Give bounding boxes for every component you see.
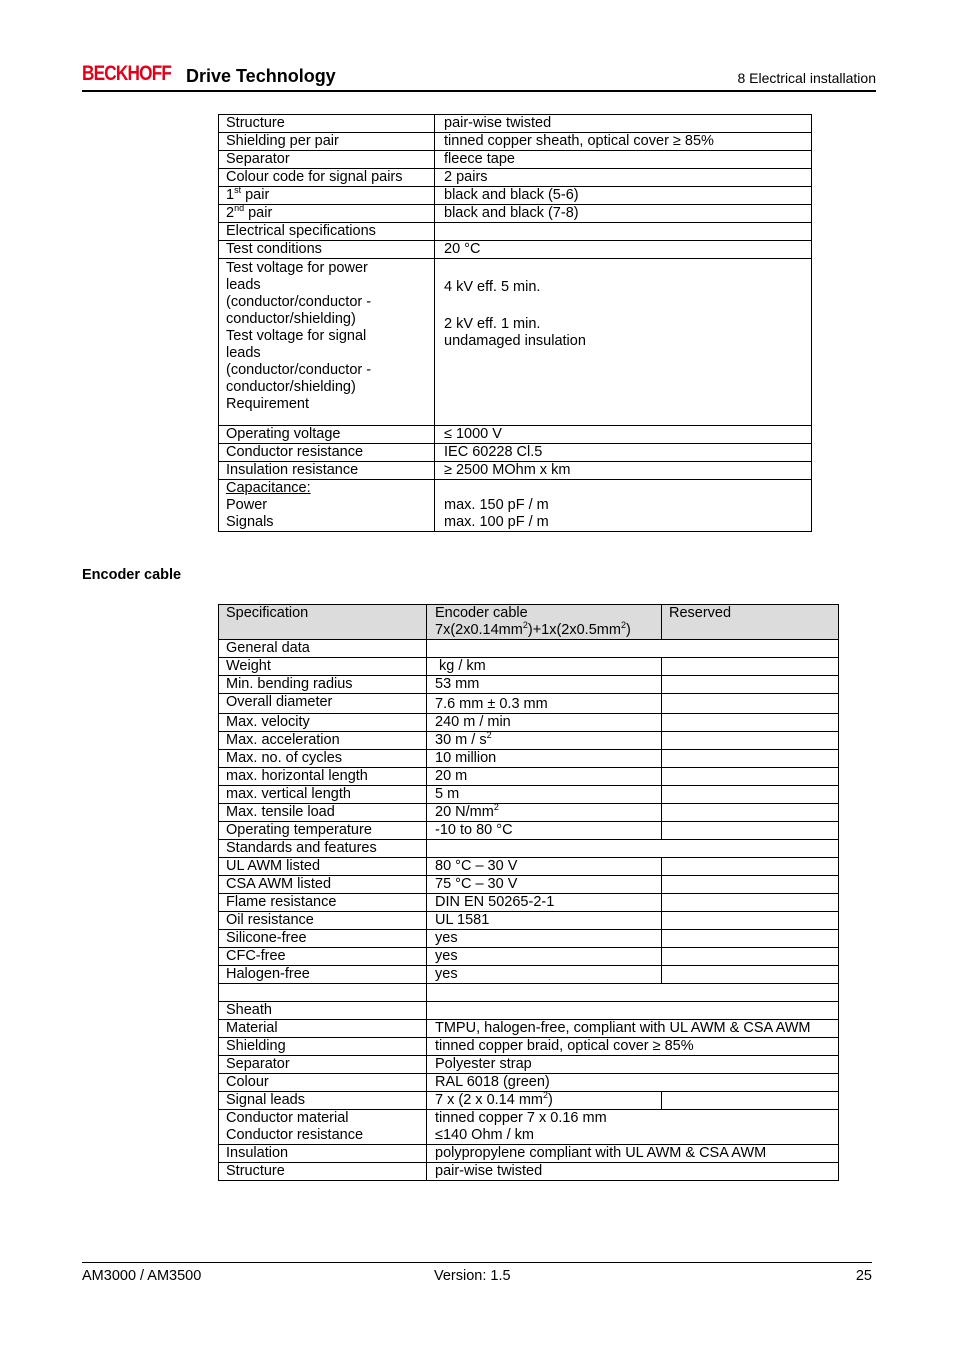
encoder-cable-table (218, 604, 839, 1181)
table-row: max. horizontal length 20 m (219, 768, 839, 786)
footer-version: Version: 1.5 (434, 1268, 511, 1284)
table-row: Max. acceleration 30 m / $s^2$ (219, 732, 839, 750)
table-header-row: Specification Encoder cable $7x(2x0.14mm^2)+1x(2x0.5mm^2)$ Reserved (219, 605, 839, 640)
table-row: Max. velocity 240 m / min (219, 714, 839, 732)
table-row: Max. no. of cycles 10 million (219, 750, 839, 768)
table-row: 2nd pair black and black (7-8) (219, 205, 812, 223)
table-row: Colour RAL 6018 (green) (219, 1074, 839, 1092)
page-number: 25 (855, 1268, 872, 1284)
table-row: Signal leads 7 x (2 x 0.14 $mm^2$) (219, 1092, 839, 1110)
table-row: Separator fleece tape (219, 151, 812, 169)
table-row: Conductor resistance IEC 60228 Cl.5 (219, 444, 812, 462)
table-row: 1st pair black and black (5-6) (219, 187, 812, 205)
table-row: UL AWM listed 80 °C – 30 V (219, 858, 839, 876)
table-row: Structure pair-wise twisted (219, 115, 812, 133)
cable-spec-table (218, 114, 812, 532)
brand-subtitle: Drive Technology (186, 66, 336, 86)
table-row: Silicone-free yes (219, 930, 839, 948)
section-title: Encoder cable (82, 567, 182, 583)
table-row-empty (219, 984, 839, 1002)
beckhoff-logo: BECKHOFF (82, 62, 172, 85)
table-row: Colour code for signal pairs 2 pairs (219, 169, 812, 187)
chapter-title: 8 Electrical installation (737, 70, 876, 86)
table-row-test-voltage: Test voltage for power leads (conductor/conductor - conductor/shielding) Test voltage for signal leads (conductor/conductor - conductor/shielding) Requirement 4 kV eff. 5 min. 2 kV eff. 1 min. undamaged insulation (219, 259, 812, 426)
table-row: Oil resistance UL 1581 (219, 912, 839, 930)
table-row: CFC-free yes (219, 948, 839, 966)
table-row: Electrical specifications (219, 223, 812, 241)
table-row: Max. tensile load 20 $N/mm^2$ (219, 804, 839, 822)
table-row: CSA AWM listed 75 °C – 30 V (219, 876, 839, 894)
table-row: Material TMPU, halogen-free, compliant with UL AWM & CSA AWM (219, 1020, 839, 1038)
table-row-capacitance: Capacitance: Power Signals max. 150 pF / m max. 100 pF / m (219, 480, 812, 532)
table-row: Flame resistance DIN EN 50265-2-1 (219, 894, 839, 912)
table-row: Structure pair-wise twisted (219, 1163, 839, 1181)
page-footer (82, 1262, 872, 1287)
footer-model: AM3000 / AM3500 (82, 1268, 202, 1284)
table-row: General data (219, 640, 839, 658)
table-row: Standards and features (219, 840, 839, 858)
table-row: Insulation resistance ≥ 2500 MOhm x km (219, 462, 812, 480)
table-row: Insulation polypropylene compliant with UL AWM & CSA AWM (219, 1145, 839, 1163)
table-row: Halogen-free yes (219, 966, 839, 984)
table-row: Operating voltage ≤ 1000 V (219, 426, 812, 444)
table-row: Weight kg / km (219, 658, 839, 676)
table-row: Shielding tinned copper braid, optical cover ≥ 85% (219, 1038, 839, 1056)
table-row: Shielding per pair tinned copper sheath, optical cover ≥ 85% (219, 133, 812, 151)
table-row: Operating temperature -10 to 80 °C (219, 822, 839, 840)
table-row: Sheath (219, 1002, 839, 1020)
page-header (82, 62, 876, 92)
table-row: Conductor material Conductor resistance tinned copper 7 x 0.16 mm ≤140 Ohm / km (219, 1110, 839, 1145)
table-row: Min. bending radius 53 mm (219, 676, 839, 694)
table-row: Overall diameter 7.6 mm ± 0.3 mm (219, 694, 839, 714)
table-row: Separator Polyester strap (219, 1056, 839, 1074)
table-row: Test conditions 20 °C (219, 241, 812, 259)
table-row: max. vertical length 5 m (219, 786, 839, 804)
